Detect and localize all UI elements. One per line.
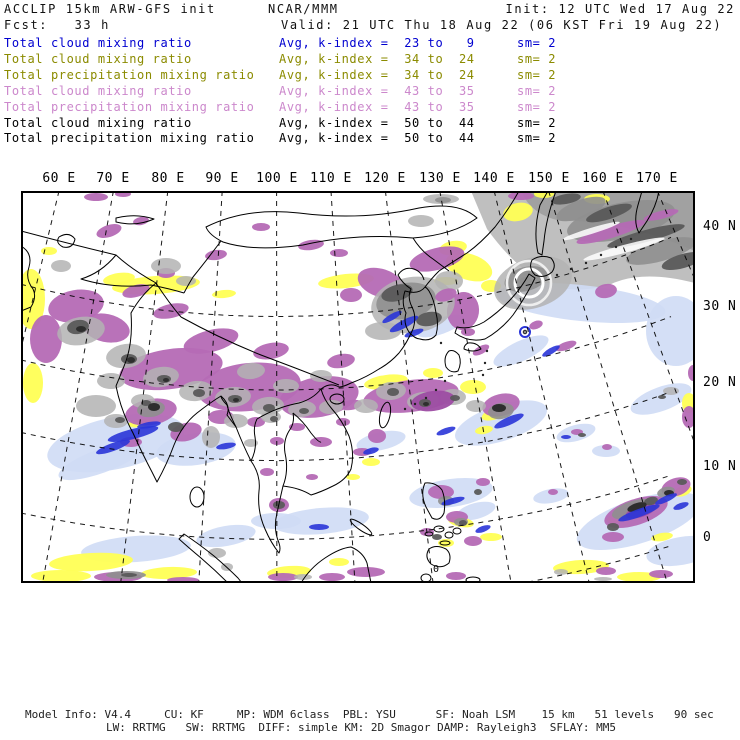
- lon-tick-label: 130 E: [419, 171, 461, 186]
- grayDark-field-blob: [115, 417, 125, 423]
- purple-field-blob: [95, 221, 123, 240]
- purple-field-blob: [368, 429, 386, 443]
- small-island-dot: [484, 362, 486, 364]
- small-island-dot: [585, 262, 587, 264]
- purple-field-blob: [84, 193, 108, 201]
- purple-field-blob: [602, 532, 624, 542]
- grayVdark-field-blob: [148, 403, 160, 411]
- purple-field-blob: [548, 489, 558, 495]
- lightblue-field-blob: [195, 521, 258, 551]
- grayVdark-field-blob: [127, 357, 135, 363]
- yellow-field-blob: [49, 551, 134, 573]
- grayBase-field-blob: [202, 426, 220, 448]
- purple-field-blob: [340, 288, 362, 302]
- purple-field-blob: [528, 319, 544, 331]
- small-island-dot: [444, 380, 446, 382]
- purple-field-blob: [268, 573, 298, 581]
- lon-tick-label: 80 E: [151, 171, 185, 186]
- vortex-ring: [520, 327, 530, 337]
- grayVdark-field-blob: [76, 326, 86, 332]
- yellow-field-blob: [460, 380, 486, 394]
- lon-tick-label: 160 E: [582, 171, 624, 186]
- smooth-stat: sm= 2: [517, 51, 557, 66]
- grayVdark-field-blob: [163, 378, 169, 382]
- org-label: NCAR/MMM: [268, 2, 339, 16]
- purple-field-blob: [30, 315, 62, 363]
- kindex-stat: Avg, k-index = 43 to 35: [279, 83, 475, 98]
- model-title: ACCLIP 15km ARW-GFS init: [4, 2, 216, 16]
- model-info-line1: Model Info: V4.4 CU: KF MP: WDM 6class PBL: YSU SF: Noah LSM 15 km 51 levels 90 sec: [25, 708, 714, 721]
- grayBase-field-blob: [435, 271, 463, 291]
- grayDark-field-blob: [121, 573, 137, 577]
- purple-field-blob: [471, 342, 491, 358]
- small-island-dot: [482, 374, 484, 376]
- lon-tick-label: 150 E: [528, 171, 570, 186]
- kindex-stat: Avg, k-index = 23 to 9: [279, 36, 475, 50]
- purple-field-blob: [319, 573, 345, 581]
- lon-tick-label: 90 E: [205, 171, 239, 186]
- init-time: Init: 12 UTC Wed 17 Aug 22: [505, 2, 735, 16]
- lon-tick-label: 120 E: [364, 171, 406, 186]
- yellow-field-blob: [212, 289, 237, 299]
- smooth-stat: sm= 2: [517, 99, 557, 114]
- grayDark-field-blob: [658, 395, 666, 399]
- blue-field-blob: [561, 435, 571, 439]
- grayBase-field-blob: [466, 400, 486, 412]
- grayBase-field-blob: [554, 569, 568, 575]
- lat-tick-label: 0: [703, 530, 712, 545]
- small-island-dot: [556, 274, 558, 276]
- small-island-dot: [570, 268, 572, 270]
- smooth-stat: sm= 2: [517, 67, 557, 82]
- grayVdark-field-blob: [233, 398, 239, 402]
- purple-field-blob: [461, 328, 475, 336]
- small-island-dot: [414, 403, 416, 405]
- smooth-stat: sm= 2: [517, 131, 557, 146]
- purple-field-blob: [476, 478, 490, 486]
- purple-field-blob: [602, 444, 612, 450]
- vortex-ring: [524, 331, 527, 334]
- field-label: Total cloud mixing ratio: [4, 51, 192, 66]
- blue-field-blob: [309, 524, 329, 530]
- grayMid-field-blob: [435, 197, 451, 203]
- blue-field-blob: [474, 523, 491, 534]
- lat-tick-label: 10 N: [703, 459, 737, 474]
- grayBase-field-blob: [354, 399, 378, 413]
- kindex-stat: Avg, k-index = 34 to 24: [279, 67, 475, 82]
- yellow-field-blob: [362, 458, 380, 466]
- small-island-dot: [630, 238, 632, 240]
- purple-field-blob: [649, 570, 673, 578]
- lon-tick-label: 60 E: [42, 171, 76, 186]
- small-island-dot: [615, 246, 617, 248]
- yellow-field-blob: [23, 363, 43, 403]
- grayDark-field-blob: [432, 534, 442, 540]
- grayBase-field-blob: [408, 215, 434, 227]
- field-label: Total precipitation mixing ratio: [4, 131, 255, 146]
- yellow-field-blob: [31, 570, 91, 582]
- grayDark-field-blob: [450, 395, 460, 401]
- island-outline: [445, 532, 453, 538]
- small-island-dot: [425, 397, 427, 399]
- island-outline: [453, 528, 461, 534]
- purple-field-blob: [330, 249, 348, 257]
- weather-map: [21, 191, 695, 583]
- lightblue-field-blob: [532, 486, 570, 506]
- field-label: Total precipitation mixing ratio: [4, 67, 255, 82]
- kindex-stat: Avg, k-index = 50 to 44: [279, 115, 475, 130]
- grayDark-field-blob: [193, 389, 205, 397]
- forecast-hour: Fcst: 33 h: [4, 18, 110, 32]
- field-label: Total cloud mixing ratio: [4, 83, 192, 98]
- small-island-dot: [486, 350, 488, 352]
- purple-field-blob: [204, 249, 227, 262]
- island-outline: [190, 487, 204, 507]
- equator-inline-label: 0: [433, 564, 440, 575]
- lon-tick-label: 70 E: [96, 171, 130, 186]
- purple-field-blob: [306, 474, 318, 480]
- coastline: [206, 206, 477, 248]
- grayDark-field-blob: [299, 408, 309, 414]
- grayBase-field-blob: [310, 370, 332, 382]
- grayBase-field-blob: [261, 411, 281, 423]
- purple-field-blob: [596, 567, 616, 575]
- lat-tick-label: 30 N: [703, 299, 737, 314]
- small-island-dot: [600, 254, 602, 256]
- grayDark-field-blob: [474, 489, 482, 495]
- grayDark-field-blob: [578, 433, 586, 437]
- kindex-stat: Avg, k-index = 50 to 44: [279, 131, 475, 146]
- island-outline: [421, 574, 431, 582]
- small-island-dot: [404, 408, 406, 410]
- grayDark-field-blob: [387, 388, 399, 396]
- field-label: Total cloud mixing ratio: [4, 115, 192, 130]
- purple-field-blob: [252, 223, 270, 231]
- lon-tick-label: 140 E: [473, 171, 515, 186]
- blue-field-blob: [436, 425, 457, 437]
- kindex-stat: Avg, k-index = 34 to 24: [279, 51, 475, 66]
- valid-time: Valid: 21 UTC Thu 18 Aug 22 (06 KST Fri 19 Aug 22): [281, 18, 723, 32]
- field-label: Total precipitation mixing ratio: [4, 99, 255, 114]
- yellow-field-blob: [423, 368, 443, 378]
- purple-field-blob: [446, 572, 466, 580]
- map-canvas: [21, 191, 695, 583]
- small-island-dot: [440, 342, 442, 344]
- purple-field-blob: [464, 536, 482, 546]
- grayDark-field-blob: [677, 479, 687, 485]
- lon-tick-label: 170 E: [636, 171, 678, 186]
- grayVdark-field-blob: [423, 402, 429, 406]
- model-info-line2: LW: RRTMG SW: RRTMG DIFF: simple KM: 2D Smagor DAMP: Rayleigh3 SFLAY: MM5: [106, 721, 616, 734]
- kindex-stat: Avg, k-index = 43 to 35: [279, 99, 475, 114]
- lon-tick-label: 110 E: [310, 171, 352, 186]
- grayBase-field-blob: [51, 260, 71, 272]
- yellow-field-blob: [480, 533, 502, 541]
- field-label: Total cloud mixing ratio: [4, 36, 192, 50]
- purple-field-blob: [260, 468, 274, 476]
- grayBase-field-blob: [76, 395, 116, 417]
- small-island-dot: [435, 389, 437, 391]
- grayMid-field-blob: [520, 277, 532, 285]
- smooth-stat: sm= 2: [517, 115, 557, 130]
- purple-field-blob: [347, 567, 385, 577]
- yellow-field-blob: [329, 558, 349, 566]
- lon-tick-label: 100 E: [256, 171, 298, 186]
- smooth-stat: sm= 2: [517, 36, 557, 50]
- purple-field-blob: [508, 192, 534, 200]
- grayBase-field-blob: [151, 258, 181, 274]
- lat-tick-label: 20 N: [703, 375, 737, 390]
- grayBase-field-blob: [594, 577, 612, 581]
- lat-tick-label: 40 N: [703, 219, 737, 234]
- coastline: [445, 351, 460, 372]
- grayVdark-field-blob: [492, 404, 506, 412]
- smooth-stat: sm= 2: [517, 83, 557, 98]
- grayDark-field-blob: [607, 523, 619, 531]
